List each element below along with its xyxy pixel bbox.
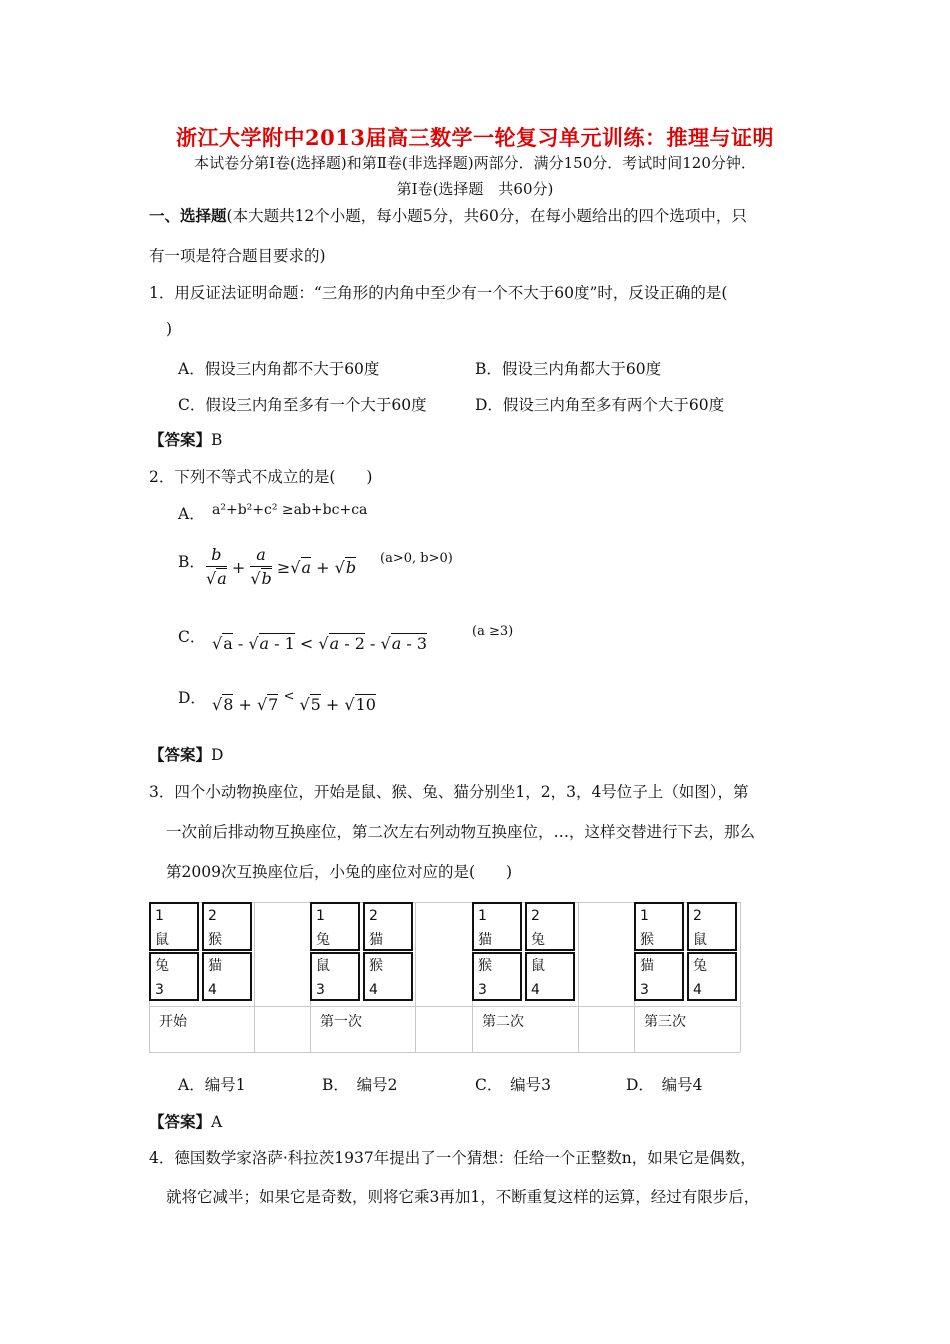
- q3-stem-2: 一次前后排动物互换座位，第二次左右列动物互换座位，…，这样交替进行下去，那么: [166, 823, 756, 841]
- seat-text: 猫: [369, 932, 383, 948]
- seat-text: 2: [208, 908, 217, 924]
- seat-cell: [149, 952, 199, 1001]
- seat-cell: [202, 952, 252, 1001]
- section-title: 第Ⅰ卷(选择题 共60分): [396, 180, 554, 198]
- answer-label: 【答案】: [149, 430, 212, 449]
- q1-option-d: D．假设三内角至多有两个大于60度: [475, 396, 725, 414]
- seat-text: 猫: [208, 958, 222, 974]
- seat-text: 1: [155, 908, 164, 924]
- seat-cell: [634, 902, 684, 951]
- q4-stem-1: 4．德国数学家洛萨·科拉茨1937年提出了一个猜想：任给一个正整数n，如果它是偶数，: [149, 1149, 756, 1167]
- q3-option-b: B． 编号2: [322, 1076, 398, 1094]
- seat-cell: [310, 952, 360, 1001]
- seat-text: 4: [369, 982, 378, 998]
- seat-cell: [310, 902, 360, 951]
- q2-option-a-label: A．: [178, 505, 205, 523]
- q2-option-a-expr: a²+b²+c² ≥ab+bc+ca: [212, 502, 368, 518]
- q3-answer-value: A: [211, 1113, 223, 1131]
- seat-text: 4: [208, 982, 217, 998]
- q2-option-b-label: B．: [178, 553, 205, 571]
- seat-cell: [525, 952, 575, 1001]
- q3-option-d: D． 编号4: [626, 1076, 703, 1094]
- seat-text: 1: [316, 908, 325, 924]
- q2-option-d-label: D．: [178, 689, 206, 707]
- seat-text: 2: [693, 908, 702, 924]
- seat-text: 猴: [478, 958, 492, 974]
- seat-cell: [202, 902, 252, 951]
- seat-cell: [687, 952, 737, 1001]
- seat-text: 兔: [531, 932, 545, 948]
- seat-cell: [687, 902, 737, 951]
- q2-option-b-expr: $\frac{b}{√a}$ + $\frac{a}{√b}$ ≥√a + √b: [206, 545, 357, 588]
- q2-option-c-expr: √a - √a - 1 < √a - 2 - √a - 3: [212, 634, 428, 653]
- q3-stem-1: 3．四个小动物换座位，开始是鼠、猴、兔、猫分别坐1，2，3，4号位子上（如图），第: [149, 783, 749, 801]
- seat-text: 兔: [155, 958, 169, 974]
- part1-desc-2: 有一项是符合题目要求的): [149, 247, 326, 265]
- part1-desc-1: (本大题共12个小题，每小题5分，共60分，在每小题给出的四个选项中，只: [226, 207, 747, 225]
- q3-stem-3: 第2009次互换座位后，小兔的座位对应的是( ): [166, 863, 513, 881]
- seat-cell: [634, 952, 684, 1001]
- seat-text: 1: [640, 908, 649, 924]
- seat-text: 1: [478, 908, 487, 924]
- seat-cell: [363, 952, 413, 1001]
- q1-answer: [149, 428, 222, 450]
- q3-option-a: A．编号1: [178, 1076, 246, 1094]
- seat-text: 3: [155, 982, 164, 998]
- seat-cell: [363, 902, 413, 951]
- q1-option-b: B．假设三内角都大于60度: [475, 360, 662, 378]
- q1-option-c: C．假设三内角至多有一个大于60度: [178, 396, 427, 414]
- part1-heading-line: [149, 204, 747, 226]
- part1-heading: 一、选择题: [149, 206, 227, 225]
- q1-answer-value: B: [211, 431, 223, 449]
- seat-text: 3: [640, 982, 649, 998]
- seat-text: 猴: [640, 932, 654, 948]
- grid-label: 第三次: [644, 1014, 686, 1030]
- q3-option-c: C． 编号3: [475, 1076, 551, 1094]
- seat-text: 鼠: [693, 932, 707, 948]
- page-title: 浙江大学附中2013届高三数学一轮复习单元训练：推理与证明: [176, 125, 774, 150]
- seat-cell: [525, 902, 575, 951]
- seat-cell: [472, 952, 522, 1001]
- q2-option-c-label: C．: [178, 628, 206, 646]
- grid-label: 第一次: [320, 1014, 362, 1030]
- answer-label: 【答案】: [149, 745, 212, 764]
- q2-stem: 2．下列不等式不成立的是( ): [149, 468, 373, 486]
- grid-label: 第二次: [482, 1014, 524, 1030]
- seat-text: 兔: [316, 932, 330, 948]
- answer-label: 【答案】: [149, 1112, 212, 1131]
- seat-text: 鼠: [316, 958, 330, 974]
- seat-text: 2: [369, 908, 378, 924]
- seat-text: 鼠: [155, 932, 169, 948]
- seat-text: 3: [316, 982, 325, 998]
- q3-answer: [149, 1110, 222, 1132]
- seat-text: 猴: [369, 958, 383, 974]
- seat-text: 3: [478, 982, 487, 998]
- seat-text: 猫: [640, 958, 654, 974]
- seat-text: 4: [693, 982, 702, 998]
- q2-answer-value: D: [211, 746, 224, 764]
- exam-intro: 本试卷分第Ⅰ卷(选择题)和第Ⅱ卷(非选择题)两部分．满分150分．考试时间120分钟．: [194, 154, 756, 172]
- seat-cell: [472, 902, 522, 951]
- q1-stem: 1．用反证法证明命题：“三角形的内角中至少有一个不大于60度”时，反设正确的是(: [149, 284, 728, 302]
- grid-label: 开始: [159, 1014, 187, 1030]
- q2-option-d-expr: √8 + √7 < √5 + √10: [212, 689, 376, 714]
- seat-text: 鼠: [531, 958, 545, 974]
- seat-cell: [149, 902, 199, 951]
- seat-text: 4: [531, 982, 540, 998]
- q1-stem-close: ): [166, 320, 173, 338]
- seat-text: 2: [531, 908, 540, 924]
- seat-text: 猫: [478, 932, 492, 948]
- q4-stem-2: 就将它减半；如果它是奇数，则将它乘3再加1，不断重复这样的运算，经过有限步后，: [166, 1188, 760, 1206]
- q2-answer: [149, 743, 223, 765]
- seat-text: 猴: [208, 932, 222, 948]
- q1-option-a: A．假设三内角都不大于60度: [178, 360, 380, 378]
- q2-option-b-cond: (a>0, b>0): [380, 551, 453, 566]
- q2-option-c-cond: (a ≥3): [472, 624, 514, 639]
- seat-text: 兔: [693, 958, 707, 974]
